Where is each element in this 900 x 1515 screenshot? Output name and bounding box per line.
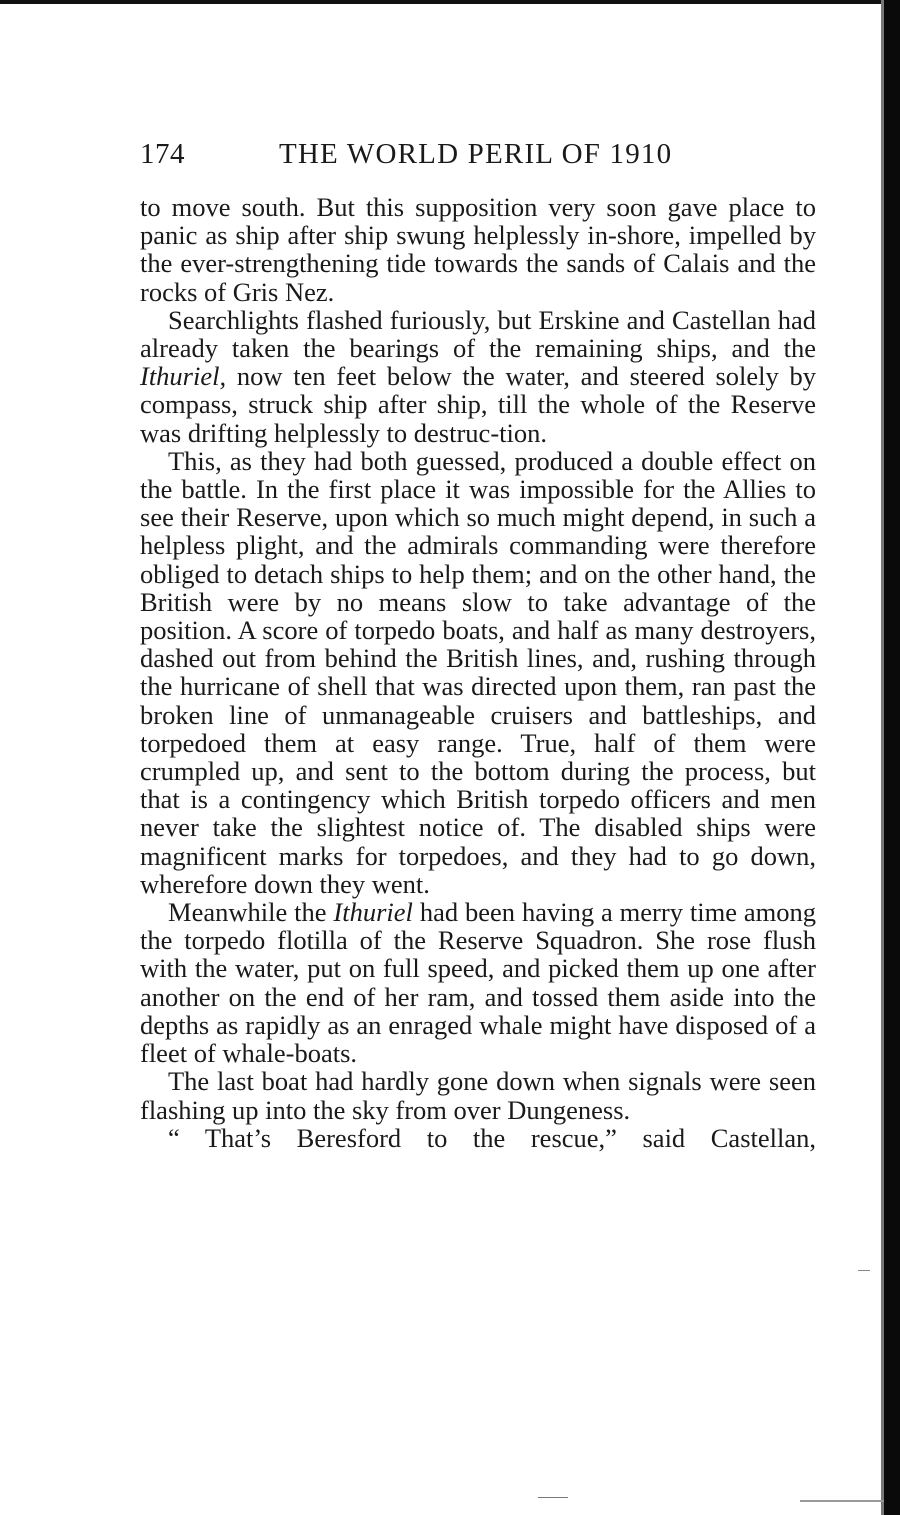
paragraph-text-before: Meanwhile the xyxy=(168,897,334,928)
ship-name-italic: Ithuriel xyxy=(333,897,413,928)
paragraph-text: This, as they had both guessed, produced a double effect on the battle. In the first place it was impossible for the Allies to see their Reserve, upon which so much might depend, in such a helpless plight, and the admirals commanding were therefore obliged to detach ships to help them; and on the other hand, the British were by no means slow to take advantage of the position. A score of torpedo boats, and half as many destroyers, dashed out from behind the British lines, and, rushing through the hurricane of shell that was directed upon them, ran past the broken line of unmanageable cruisers and battleships, and torpedoed them at easy range. True, half of them were crumpled up, and sent to the bottom during the process, but that is a contingency which British torpedo officers and men never take the slightest notice of. The disabled ships were magnificent marks for torpedoes, and they had to go down, wherefore down they went. xyxy=(140,445,816,899)
scan-mark xyxy=(800,1500,884,1502)
paragraph-double-effect xyxy=(140,447,816,898)
paragraph-text: to move south. But this supposition very soon gave place to panic as ship after ship swung helplessly in-shore, impelled by the ever-strengthening tide towards the sands of Calais and the rocks of Gris Nez. xyxy=(140,192,816,307)
scan-top-edge xyxy=(0,0,900,4)
page-header xyxy=(140,138,700,178)
scan-right-edge xyxy=(884,0,900,1515)
paragraph-dialogue xyxy=(140,1124,816,1152)
scan-mark xyxy=(538,1497,568,1498)
paragraph-continued xyxy=(140,193,816,306)
paragraph-last-boat xyxy=(140,1067,816,1123)
body-text xyxy=(140,193,816,1152)
paragraph-meanwhile xyxy=(140,898,816,1067)
paragraph-text: The last boat had hardly gone down when signals were seen flashing up into the sky from over Dungeness. xyxy=(140,1066,816,1125)
paragraph-text-before: Searchlights flashed furiously, but Erskine and Castellan had already taken the bearings of the remaining ships, and the xyxy=(140,304,816,364)
paragraph-text-after: now ten feet below the water, and steered solely by compass, struck ship after ship, till the whole of the Reserve was drifting helplessly to destruc-tion. xyxy=(140,361,816,448)
paragraph-text-after: had been having a merry time among the torpedo flotilla of the Reserve Squadron. She rose flush with the water, put on full speed, and picked them up one after another on the end of her ram, and tossed them aside into the depths as rapidly as an enraged whale might have disposed of a fleet of whale-boats. xyxy=(140,897,816,1069)
scan-mark xyxy=(858,1270,870,1271)
paragraph-text: “ That’s Beresford to the rescue,” said Castellan, xyxy=(168,1122,816,1153)
paragraph-searchlights xyxy=(140,306,816,447)
page-number: 174 xyxy=(140,138,185,170)
ship-name-italic: Ithuriel, xyxy=(140,361,227,392)
running-head: THE WORLD PERIL OF 1910 xyxy=(279,138,673,170)
